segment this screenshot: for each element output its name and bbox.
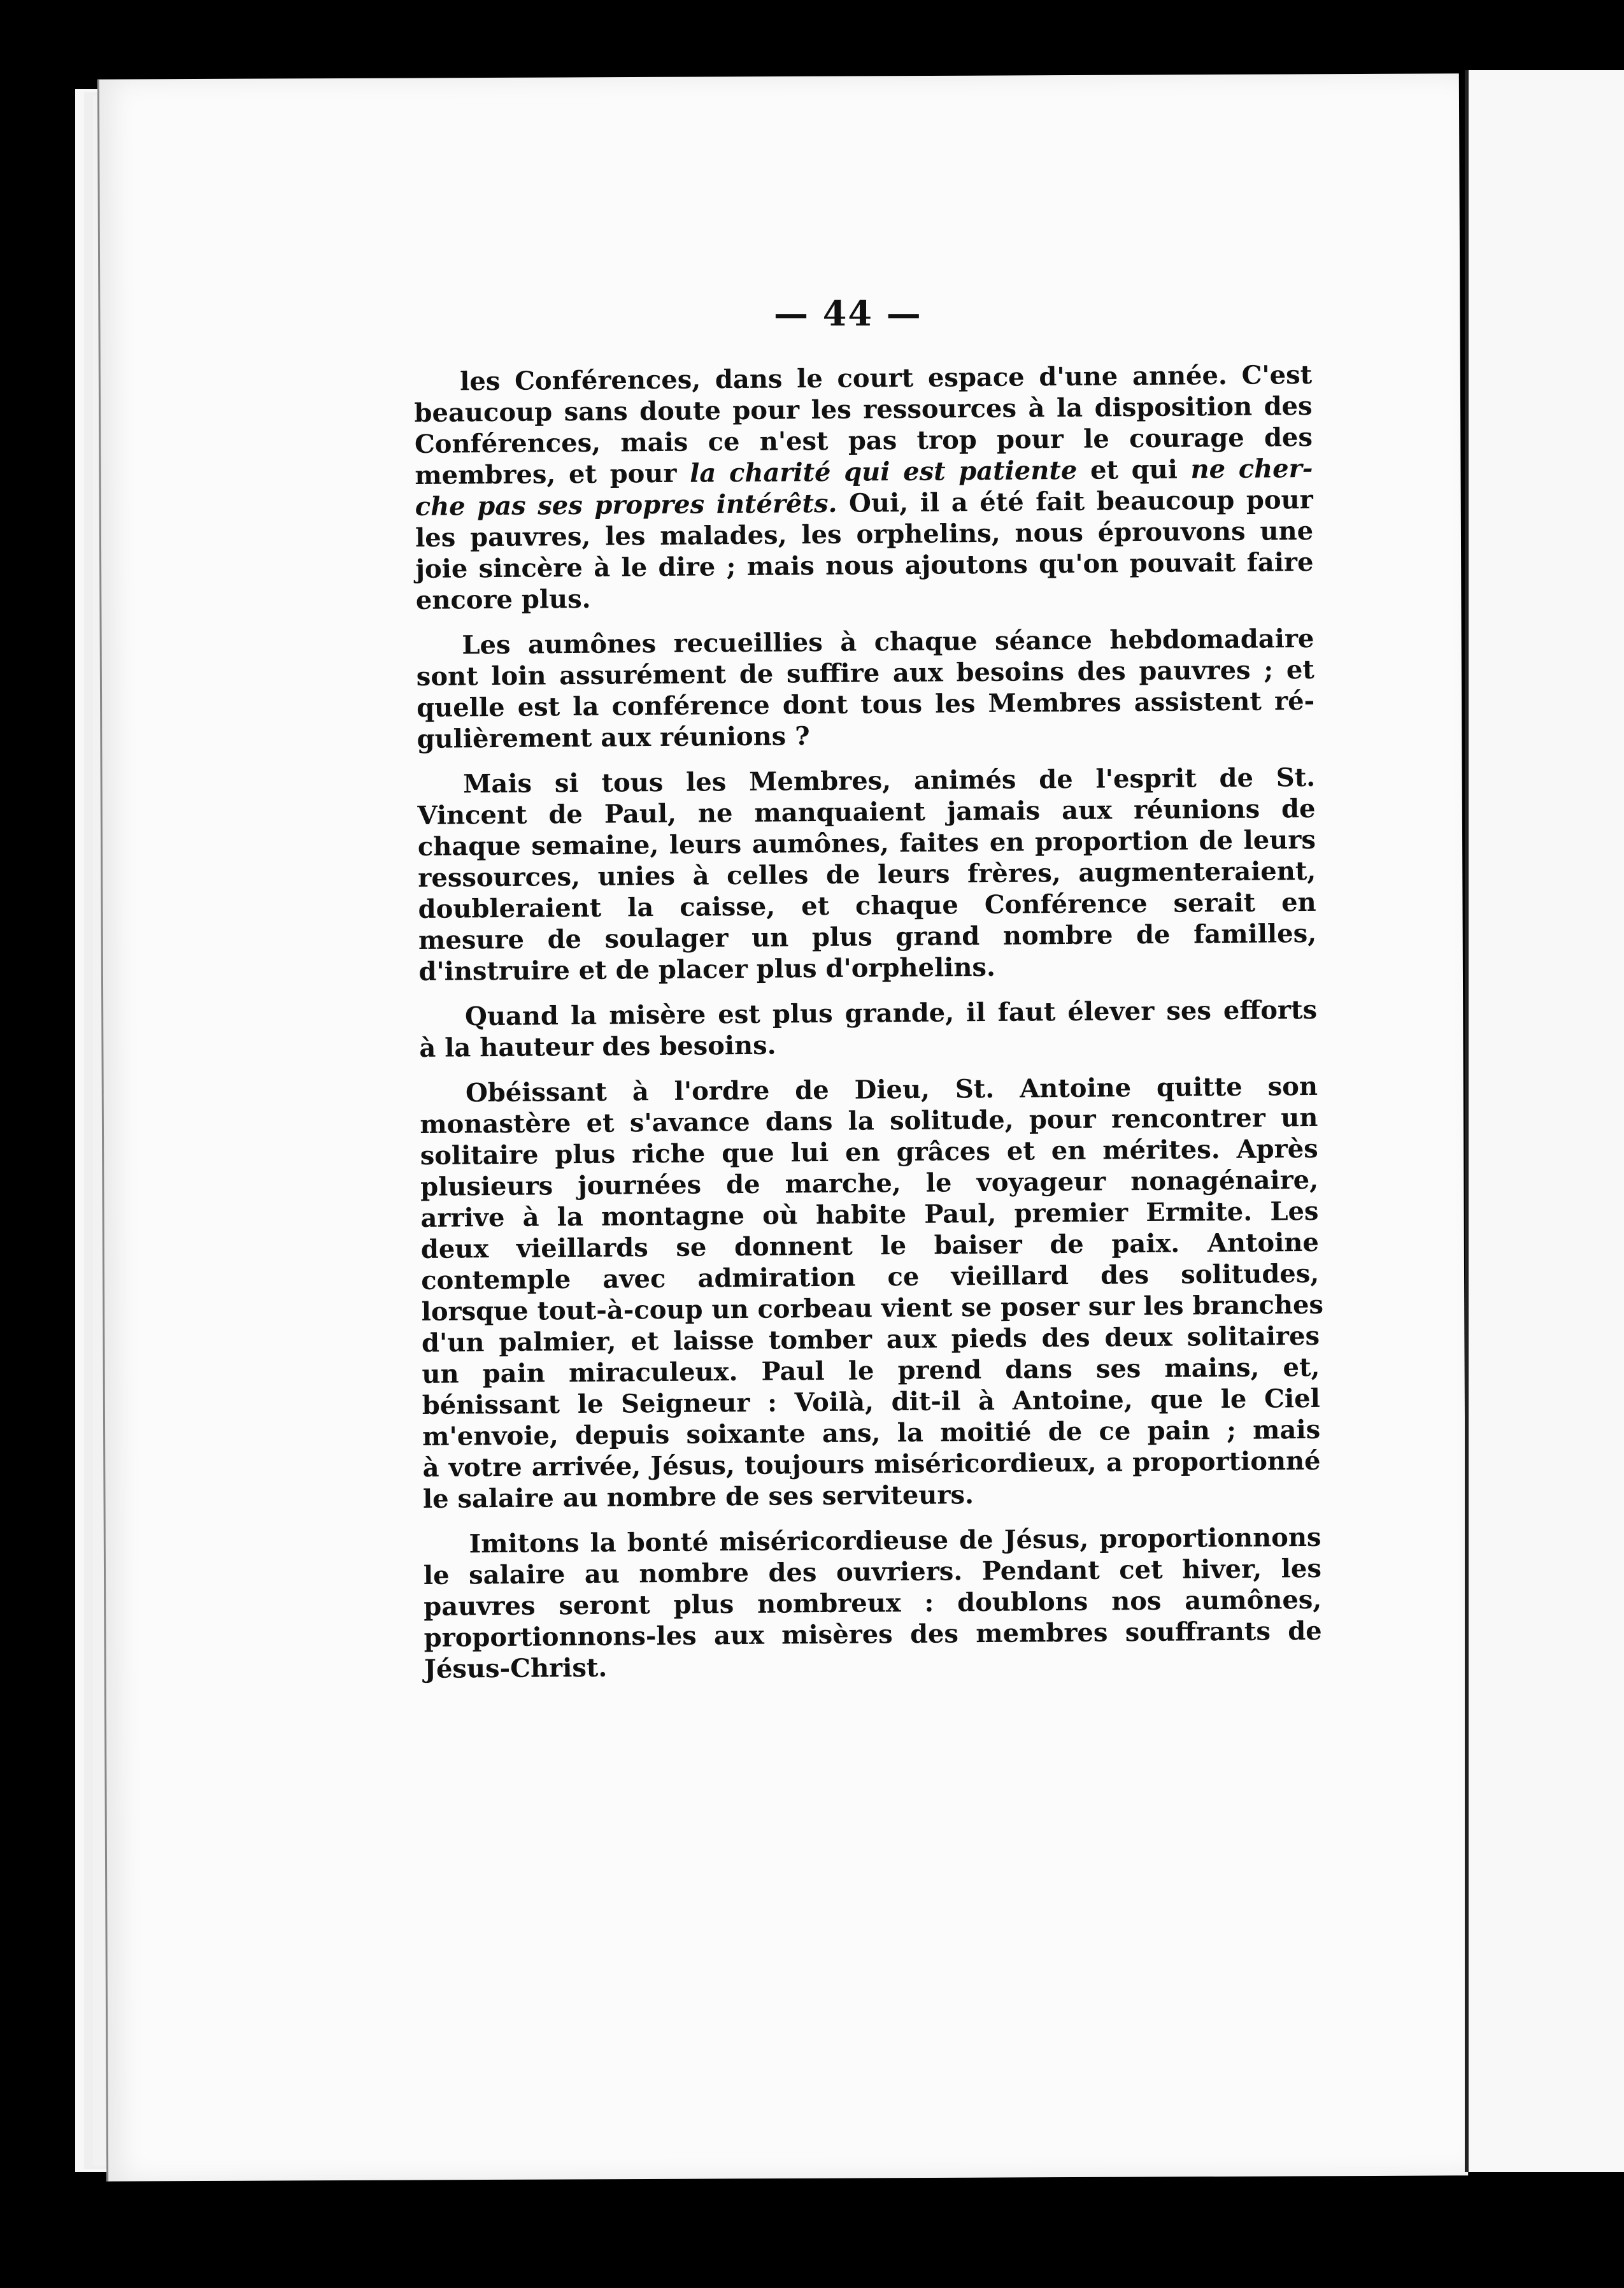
text-line: plusieurs journées de marche, le voyageur nonagénaire, — [420, 1164, 1319, 1202]
text-line: d'instruire et de placer plus d'orphelins. — [418, 952, 996, 987]
text-line: doubleraient la caisse, et chaque Conférence serait en — [418, 887, 1316, 924]
text-line: joie sincère à le dire ; mais nous ajoutons qu'on pouvait faire — [415, 547, 1314, 584]
text-line: deux vieillards se donnent le baiser de paix. Antoine — [420, 1227, 1320, 1264]
text-line: Quand la misère est plus grande, il faut élever ses efforts — [464, 994, 1318, 1032]
paragraph — [414, 359, 1314, 616]
paragraph — [420, 1071, 1324, 1515]
text-line: arrive à la montagne où habite Paul, premier Ermite. Les — [420, 1196, 1319, 1233]
text-line: Conférences, mais ce n'est pas trop pour le courage des — [414, 422, 1313, 459]
text-line: contemple avec admiration ce vieillard des solitudes, — [421, 1258, 1320, 1296]
text-line: Vincent de Paul, ne manquaient jamais aux réunions de — [417, 793, 1316, 831]
text-line: bénissant le Seigneur : Voilà, dit-il à Antoine, que le Ciel — [422, 1383, 1320, 1420]
text-line: Jésus-Christ. — [424, 1652, 608, 1684]
text-line: lorsque tout-à-coup un corbeau vient se poser sur les branches — [421, 1289, 1324, 1327]
text-line: un pain miraculeux. Paul le prend dans ses mains, et, — [422, 1352, 1320, 1389]
facing-page-edge — [1465, 70, 1624, 2172]
text-line: proportionnons-les aux misères des membres souffrants de — [424, 1615, 1322, 1653]
text-line: Obéissant à l'ordre de Dieu, St. Antoine quitte son — [465, 1071, 1318, 1108]
text-line: à la hauteur des besoins. — [419, 1030, 776, 1063]
text-line: les pauvres, les malades, les orphelins, nous éprouvons une — [415, 515, 1314, 553]
text-line: mesure de soulager un plus grand nombre de familles, — [418, 918, 1317, 955]
text-line: m'envoie, depuis soixante ans, la moitié de ce pain ; mais — [422, 1414, 1321, 1452]
text-line: beaucoup sans doute pour les ressources à la disposition des — [414, 390, 1313, 428]
text-line: à votre arrivée, Jésus, toujours miséricordieux, a proportionné — [422, 1445, 1321, 1483]
text-line: le salaire au nombre de ses serviteurs. — [422, 1480, 974, 1514]
text-line: Mais si tous les Membres, animés de l'esprit de St. — [462, 762, 1316, 799]
text-line: pauvres seront plus nombreux : doublons nos aumônes, — [424, 1584, 1322, 1622]
text-line: gulièrement aux réunions ? — [417, 721, 810, 754]
page-text — [414, 359, 1322, 1699]
text-line: solitaire plus riche que lui en grâces et en mérites. Après — [420, 1133, 1318, 1171]
text-line: sont loin assurément de suffire aux besoins des pauvres ; et — [416, 654, 1314, 692]
text-line: chaque semaine, leurs aumônes, faites en proportion de leurs — [417, 824, 1316, 862]
text-line: ressources, unies à celles de leurs frères, augmenteraient, — [418, 855, 1316, 893]
text-line: Imitons la bonté miséricordieuse de Jésus, proportionnons — [469, 1522, 1321, 1559]
text-line: les Conférences, dans le court espace d'une année. C'est — [460, 359, 1313, 397]
text-line: le salaire au nombre des ouvriers. Pendant cet hiver, les — [423, 1553, 1322, 1591]
paragraph — [416, 623, 1314, 755]
text-line: Les aumônes recueillies à chaque séance hebdomadaire — [462, 623, 1314, 661]
text-line: membres, et pour la charité qui est patiente et qui ne cher- — [415, 453, 1313, 490]
text-line: monastère et s'avance dans la solitude, pour rencontrer un — [420, 1102, 1318, 1140]
paragraph — [417, 762, 1317, 987]
paragraph — [423, 1522, 1322, 1685]
text-line: che pas ses propres intérêts. Oui, il a été fait beaucoup pour — [415, 484, 1313, 522]
text-line: quelle est la conférence dont tous les Membres assistent ré- — [417, 685, 1315, 723]
text-line: d'un palmier, et laisse tomber aux pieds des deux solitaires — [421, 1320, 1320, 1358]
paragraph — [419, 994, 1318, 1064]
page-number: — 44 — — [774, 293, 922, 334]
text-line: encore plus. — [415, 583, 591, 615]
